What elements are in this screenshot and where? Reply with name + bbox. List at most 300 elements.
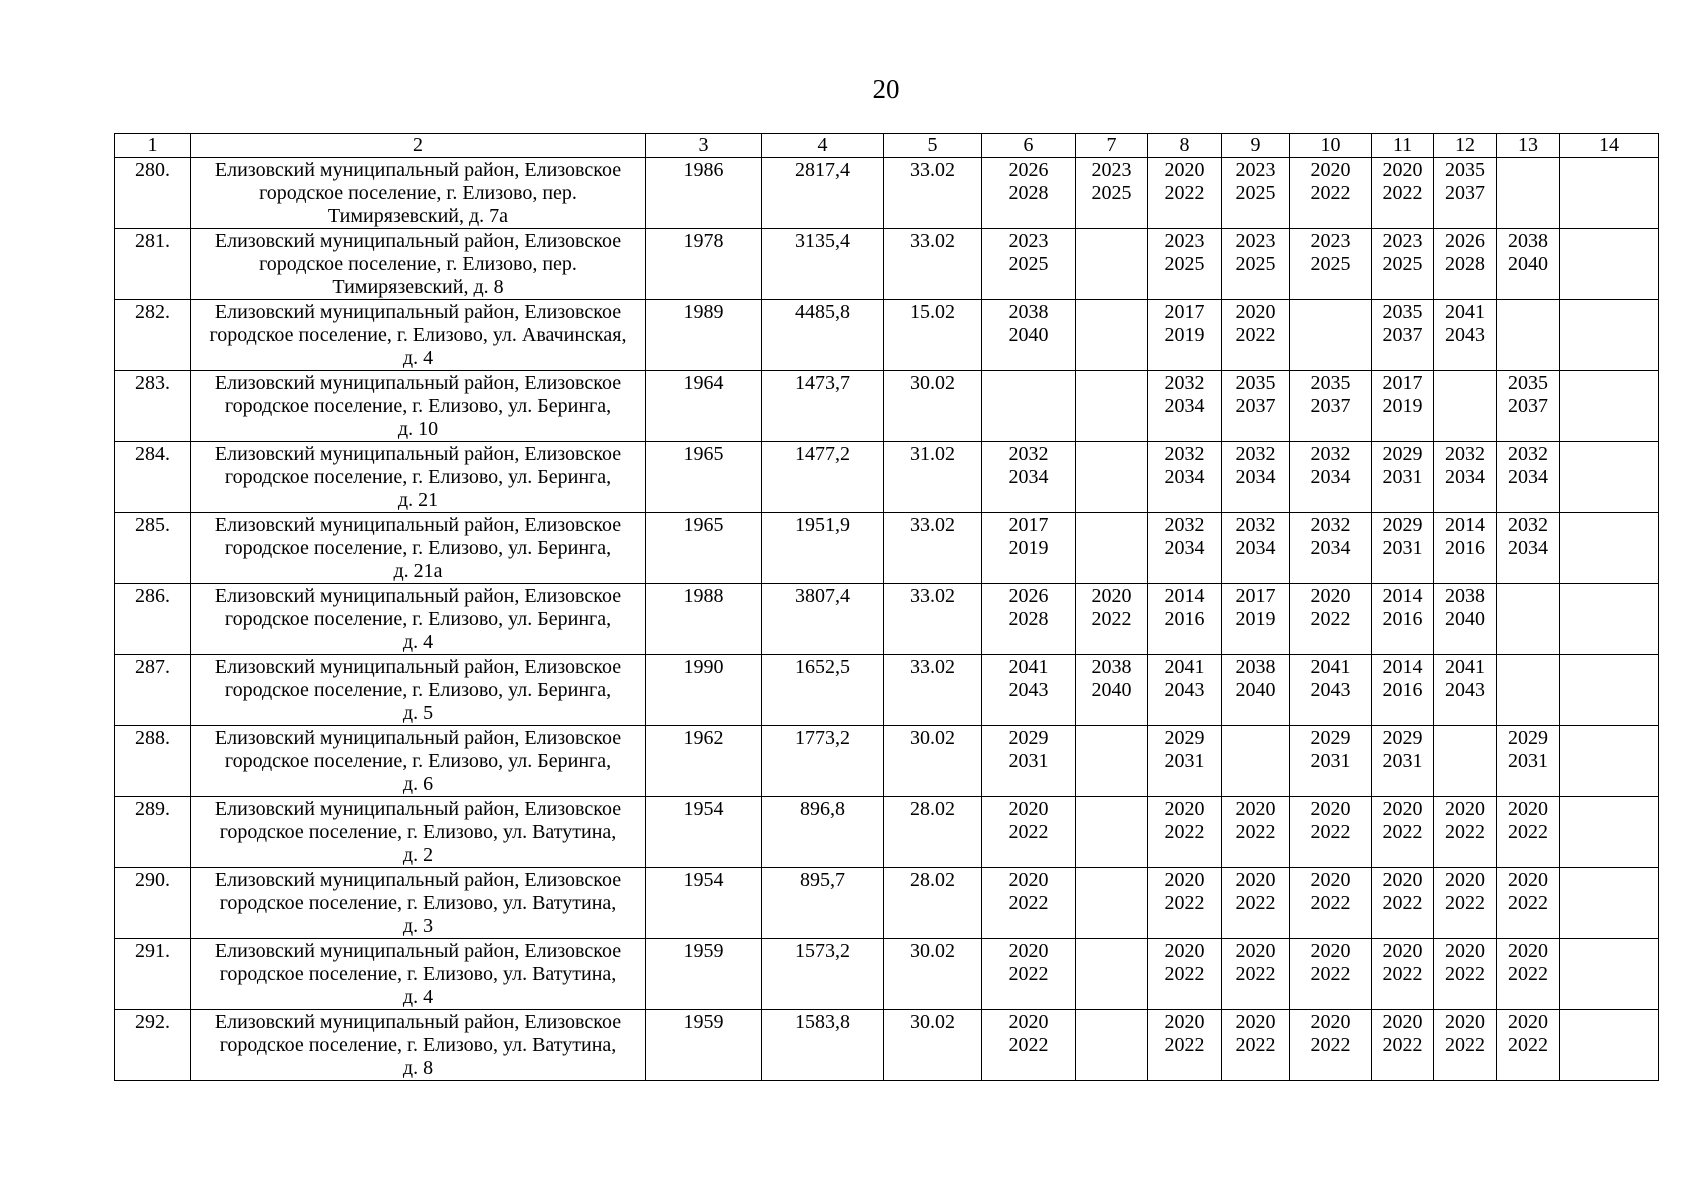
code-cell: 33.02 bbox=[884, 158, 982, 229]
period-cell-col12 bbox=[1434, 868, 1497, 939]
period-end: 2022 bbox=[1164, 963, 1205, 985]
address-cell bbox=[191, 158, 646, 229]
period-end: 2037 bbox=[1445, 182, 1485, 204]
period-cell-col12 bbox=[1434, 513, 1497, 584]
period-end: 2022 bbox=[1310, 608, 1351, 630]
period-end: 2022 bbox=[1382, 821, 1423, 843]
period-cell-col12 bbox=[1434, 939, 1497, 1010]
address-line-1: Елизовский муниципальный район, Елизовское bbox=[214, 656, 622, 678]
period-cell-col11 bbox=[1372, 513, 1434, 584]
period-start: 2020 bbox=[1235, 798, 1276, 820]
address-cell bbox=[191, 655, 646, 726]
row-number: 282. bbox=[115, 300, 191, 371]
address-line-1: Елизовский муниципальный район, Елизовское bbox=[214, 443, 622, 465]
address-cell bbox=[191, 442, 646, 513]
address-line-2: городское поселение, г. Елизово, ул. Беринга, bbox=[224, 679, 612, 701]
address-line-3: д. 4 bbox=[402, 347, 434, 369]
code-cell: 28.02 bbox=[884, 797, 982, 868]
period-end: 2034 bbox=[1008, 466, 1049, 488]
table-row bbox=[115, 584, 1659, 655]
period-cell-col9 bbox=[1222, 158, 1290, 229]
column-header-11: 11 bbox=[1372, 134, 1434, 158]
period-end: 2025 bbox=[1235, 182, 1276, 204]
period-cell-col7 bbox=[1076, 371, 1148, 442]
period-start: 2020 bbox=[1164, 798, 1205, 820]
address-line-3: д. 21 bbox=[397, 489, 439, 511]
column-number-row bbox=[115, 134, 1659, 158]
period-cell-col8 bbox=[1148, 868, 1222, 939]
empty-cell-col14 bbox=[1560, 655, 1659, 726]
period-start: 2035 bbox=[1382, 301, 1423, 323]
address-line-1: Елизовский муниципальный район, Елизовское bbox=[214, 372, 622, 394]
column-header-12: 12 bbox=[1434, 134, 1497, 158]
table-row bbox=[115, 229, 1659, 300]
table-row bbox=[115, 442, 1659, 513]
period-start: 2017 bbox=[1008, 514, 1049, 536]
period-start: 2020 bbox=[1310, 159, 1351, 181]
period-end: 2043 bbox=[1445, 679, 1485, 701]
period-end: 2031 bbox=[1008, 750, 1049, 772]
period-start: 2020 bbox=[1235, 301, 1276, 323]
period-start: 2020 bbox=[1310, 585, 1351, 607]
address-line-3: д. 3 bbox=[402, 915, 434, 937]
period-cell-col7 bbox=[1076, 300, 1148, 371]
address-line-3: д. 2 bbox=[402, 844, 434, 866]
code-cell: 33.02 bbox=[884, 584, 982, 655]
year-cell: 1954 bbox=[646, 868, 762, 939]
period-cell-col13 bbox=[1497, 584, 1560, 655]
column-header-4: 4 bbox=[762, 134, 884, 158]
period-cell-col10 bbox=[1290, 300, 1372, 371]
period-start: 2020 bbox=[1445, 1011, 1485, 1033]
period-end: 2022 bbox=[1164, 892, 1205, 914]
period-cell-col13 bbox=[1497, 158, 1560, 229]
period-end: 2022 bbox=[1310, 821, 1351, 843]
address-line-1: Елизовский муниципальный район, Елизовское bbox=[214, 585, 622, 607]
period-start: 2020 bbox=[1382, 1011, 1423, 1033]
column-header-10: 10 bbox=[1290, 134, 1372, 158]
period-cell-col12 bbox=[1434, 442, 1497, 513]
period-cell-col10 bbox=[1290, 513, 1372, 584]
address-line-3: Тимирязевский, д. 7а bbox=[327, 205, 509, 227]
period-cell-col13 bbox=[1497, 868, 1560, 939]
period-start: 2014 bbox=[1445, 514, 1485, 536]
period-cell-col10 bbox=[1290, 158, 1372, 229]
period-cell-col8 bbox=[1148, 513, 1222, 584]
period-cell-col11 bbox=[1372, 371, 1434, 442]
period-cell-col12 bbox=[1434, 797, 1497, 868]
period-start: 2032 bbox=[1235, 514, 1276, 536]
period-cell-col12 bbox=[1434, 1010, 1497, 1081]
period-start: 2032 bbox=[1008, 443, 1049, 465]
row-number: 285. bbox=[115, 513, 191, 584]
period-end: 2040 bbox=[1508, 253, 1548, 275]
address-line-1: Елизовский муниципальный район, Елизовское bbox=[214, 230, 622, 252]
period-cell-col9 bbox=[1222, 868, 1290, 939]
code-cell: 30.02 bbox=[884, 371, 982, 442]
period-end: 2022 bbox=[1508, 963, 1548, 985]
period-end: 2022 bbox=[1008, 1034, 1049, 1056]
period-start: 2020 bbox=[1310, 1011, 1351, 1033]
period-start: 2041 bbox=[1445, 656, 1485, 678]
period-cell-col12 bbox=[1434, 371, 1497, 442]
period-end: 2022 bbox=[1164, 1034, 1205, 1056]
period-cell-col8 bbox=[1148, 442, 1222, 513]
period-start: 2038 bbox=[1091, 656, 1132, 678]
period-start: 2020 bbox=[1310, 940, 1351, 962]
period-end: 2019 bbox=[1382, 395, 1423, 417]
year-cell: 1959 bbox=[646, 939, 762, 1010]
period-cell-col8 bbox=[1148, 939, 1222, 1010]
period-start: 2014 bbox=[1164, 585, 1205, 607]
empty-cell-col14 bbox=[1560, 158, 1659, 229]
area-cell: 1951,9 bbox=[762, 513, 884, 584]
period-cell-col10 bbox=[1290, 939, 1372, 1010]
period-end: 2040 bbox=[1008, 324, 1049, 346]
period-start: 2038 bbox=[1235, 656, 1276, 678]
period-cell-col9 bbox=[1222, 442, 1290, 513]
year-cell: 1978 bbox=[646, 229, 762, 300]
row-number: 289. bbox=[115, 797, 191, 868]
period-end: 2034 bbox=[1310, 466, 1351, 488]
period-start: 2032 bbox=[1164, 443, 1205, 465]
period-end: 2028 bbox=[1008, 608, 1049, 630]
period-start: 2017 bbox=[1382, 372, 1423, 394]
period-end: 2043 bbox=[1164, 679, 1205, 701]
year-cell: 1959 bbox=[646, 1010, 762, 1081]
period-cell-col10 bbox=[1290, 655, 1372, 726]
period-end: 2022 bbox=[1008, 821, 1049, 843]
area-cell: 2817,4 bbox=[762, 158, 884, 229]
period-cell-col12 bbox=[1434, 584, 1497, 655]
period-end: 2022 bbox=[1310, 963, 1351, 985]
code-cell: 15.02 bbox=[884, 300, 982, 371]
period-cell-col9 bbox=[1222, 229, 1290, 300]
table-row bbox=[115, 1010, 1659, 1081]
period-start: 2026 bbox=[1008, 159, 1049, 181]
year-cell: 1962 bbox=[646, 726, 762, 797]
period-start: 2035 bbox=[1445, 159, 1485, 181]
column-header-14: 14 bbox=[1560, 134, 1659, 158]
period-cell-col10 bbox=[1290, 371, 1372, 442]
period-start: 2038 bbox=[1445, 585, 1485, 607]
column-header-13: 13 bbox=[1497, 134, 1560, 158]
area-cell: 3807,4 bbox=[762, 584, 884, 655]
period-cell-col6 bbox=[982, 371, 1076, 442]
period-cell-col8 bbox=[1148, 726, 1222, 797]
address-line-3: д. 10 bbox=[397, 418, 439, 440]
period-cell-col12 bbox=[1434, 655, 1497, 726]
address-line-1: Елизовский муниципальный район, Елизовское bbox=[214, 869, 622, 891]
period-cell-col7 bbox=[1076, 726, 1148, 797]
period-cell-col8 bbox=[1148, 300, 1222, 371]
period-cell-col6 bbox=[982, 442, 1076, 513]
period-start: 2038 bbox=[1008, 301, 1049, 323]
period-cell-col13 bbox=[1497, 229, 1560, 300]
period-start: 2029 bbox=[1382, 443, 1423, 465]
period-cell-col7 bbox=[1076, 229, 1148, 300]
period-cell-col13 bbox=[1497, 371, 1560, 442]
period-end: 2016 bbox=[1164, 608, 1205, 630]
period-start: 2032 bbox=[1445, 443, 1485, 465]
period-cell-col6 bbox=[982, 513, 1076, 584]
period-start: 2020 bbox=[1008, 1011, 1049, 1033]
address-line-2: городское поселение, г. Елизово, ул. Ватутина, bbox=[219, 821, 617, 843]
period-start: 2026 bbox=[1445, 230, 1485, 252]
period-cell-col10 bbox=[1290, 584, 1372, 655]
period-end: 2043 bbox=[1008, 679, 1049, 701]
period-start: 2020 bbox=[1008, 798, 1049, 820]
period-end: 2022 bbox=[1310, 1034, 1351, 1056]
year-cell: 1965 bbox=[646, 513, 762, 584]
area-cell: 4485,8 bbox=[762, 300, 884, 371]
period-cell-col12 bbox=[1434, 158, 1497, 229]
period-cell-col8 bbox=[1148, 655, 1222, 726]
address-line-2: городское поселение, г. Елизово, ул. Беринга, bbox=[224, 395, 612, 417]
column-header-8: 8 bbox=[1148, 134, 1222, 158]
empty-cell-col14 bbox=[1560, 513, 1659, 584]
period-cell-col8 bbox=[1148, 1010, 1222, 1081]
period-cell-col6 bbox=[982, 158, 1076, 229]
table-row bbox=[115, 371, 1659, 442]
period-cell-col13 bbox=[1497, 726, 1560, 797]
period-cell-col6 bbox=[982, 726, 1076, 797]
period-end: 2022 bbox=[1508, 1034, 1548, 1056]
period-start: 2020 bbox=[1382, 869, 1423, 891]
period-start: 2020 bbox=[1310, 869, 1351, 891]
period-end: 2034 bbox=[1235, 466, 1276, 488]
period-cell-col10 bbox=[1290, 868, 1372, 939]
column-header-1: 1 bbox=[115, 134, 191, 158]
period-start: 2020 bbox=[1382, 159, 1423, 181]
period-end: 2022 bbox=[1235, 963, 1276, 985]
period-end: 2025 bbox=[1235, 253, 1276, 275]
period-cell-col11 bbox=[1372, 158, 1434, 229]
period-start: 2029 bbox=[1164, 727, 1205, 749]
period-cell-col7 bbox=[1076, 442, 1148, 513]
period-end: 2043 bbox=[1445, 324, 1485, 346]
code-cell: 33.02 bbox=[884, 229, 982, 300]
row-number: 286. bbox=[115, 584, 191, 655]
period-start: 2029 bbox=[1008, 727, 1049, 749]
period-cell-col7 bbox=[1076, 655, 1148, 726]
period-cell-col9 bbox=[1222, 513, 1290, 584]
period-end: 2034 bbox=[1508, 466, 1548, 488]
address-cell bbox=[191, 868, 646, 939]
period-start: 2020 bbox=[1310, 798, 1351, 820]
period-cell-col9 bbox=[1222, 1010, 1290, 1081]
period-cell-col11 bbox=[1372, 655, 1434, 726]
period-start: 2029 bbox=[1310, 727, 1351, 749]
period-start: 2023 bbox=[1091, 159, 1132, 181]
empty-cell-col14 bbox=[1560, 371, 1659, 442]
period-end: 2040 bbox=[1235, 679, 1276, 701]
period-cell-col10 bbox=[1290, 1010, 1372, 1081]
period-cell-col9 bbox=[1222, 797, 1290, 868]
period-start: 2020 bbox=[1508, 869, 1548, 891]
period-start: 2017 bbox=[1235, 585, 1276, 607]
address-cell bbox=[191, 300, 646, 371]
period-end: 2022 bbox=[1382, 892, 1423, 914]
period-cell-col7 bbox=[1076, 797, 1148, 868]
period-end: 2028 bbox=[1445, 253, 1485, 275]
period-end: 2025 bbox=[1091, 182, 1132, 204]
address-line-2: городское поселение, г. Елизово, ул. Авачинская, bbox=[209, 324, 627, 346]
column-header-7: 7 bbox=[1076, 134, 1148, 158]
address-line-3: д. 6 bbox=[402, 773, 434, 795]
period-cell-col12 bbox=[1434, 229, 1497, 300]
row-number: 281. bbox=[115, 229, 191, 300]
period-cell-col12 bbox=[1434, 726, 1497, 797]
period-end: 2031 bbox=[1310, 750, 1351, 772]
data-table bbox=[114, 133, 1659, 1081]
period-start: 2032 bbox=[1310, 514, 1351, 536]
period-end: 2022 bbox=[1445, 963, 1485, 985]
period-start: 2020 bbox=[1164, 869, 1205, 891]
address-line-2: городское поселение, г. Елизово, ул. Беринга, bbox=[224, 537, 612, 559]
period-cell-col6 bbox=[982, 655, 1076, 726]
period-start: 2020 bbox=[1445, 869, 1485, 891]
period-start: 2032 bbox=[1508, 443, 1548, 465]
code-cell: 30.02 bbox=[884, 939, 982, 1010]
table-body bbox=[115, 158, 1659, 1081]
address-line-2: городское поселение, г. Елизово, ул. Беринга, bbox=[224, 750, 612, 772]
period-end: 2025 bbox=[1008, 253, 1049, 275]
period-cell-col13 bbox=[1497, 1010, 1560, 1081]
address-cell bbox=[191, 797, 646, 868]
period-start: 2020 bbox=[1445, 798, 1485, 820]
period-cell-col8 bbox=[1148, 371, 1222, 442]
row-number: 280. bbox=[115, 158, 191, 229]
period-cell-col10 bbox=[1290, 726, 1372, 797]
period-start: 2032 bbox=[1310, 443, 1351, 465]
period-end: 2022 bbox=[1235, 324, 1276, 346]
period-start: 2029 bbox=[1508, 727, 1548, 749]
period-start: 2023 bbox=[1235, 230, 1276, 252]
area-cell: 1573,2 bbox=[762, 939, 884, 1010]
area-cell: 896,8 bbox=[762, 797, 884, 868]
area-cell: 3135,4 bbox=[762, 229, 884, 300]
period-start: 2020 bbox=[1164, 940, 1205, 962]
address-cell bbox=[191, 939, 646, 1010]
column-header-6: 6 bbox=[982, 134, 1076, 158]
empty-cell-col14 bbox=[1560, 1010, 1659, 1081]
period-cell-col13 bbox=[1497, 300, 1560, 371]
period-start: 2029 bbox=[1382, 727, 1423, 749]
empty-cell-col14 bbox=[1560, 229, 1659, 300]
period-end: 2025 bbox=[1382, 253, 1423, 275]
column-header-2: 2 bbox=[191, 134, 646, 158]
period-start: 2032 bbox=[1508, 514, 1548, 536]
address-cell bbox=[191, 229, 646, 300]
period-end: 2022 bbox=[1445, 892, 1485, 914]
period-cell-col11 bbox=[1372, 300, 1434, 371]
area-cell: 1473,7 bbox=[762, 371, 884, 442]
period-start: 2020 bbox=[1508, 1011, 1548, 1033]
empty-cell-col14 bbox=[1560, 868, 1659, 939]
address-line-2: городское поселение, г. Елизово, ул. Ватутина, bbox=[219, 963, 617, 985]
period-end: 2043 bbox=[1310, 679, 1351, 701]
table-row bbox=[115, 868, 1659, 939]
period-end: 2034 bbox=[1164, 395, 1205, 417]
address-line-2: городское поселение, г. Елизово, пер. bbox=[259, 182, 577, 204]
area-cell: 1652,5 bbox=[762, 655, 884, 726]
period-start: 2026 bbox=[1008, 585, 1049, 607]
period-end: 2022 bbox=[1508, 892, 1548, 914]
period-start: 2020 bbox=[1382, 798, 1423, 820]
address-line-1: Елизовский муниципальный район, Елизовское bbox=[214, 1011, 622, 1033]
period-start: 2020 bbox=[1235, 869, 1276, 891]
period-start: 2041 bbox=[1164, 656, 1205, 678]
period-end: 2019 bbox=[1164, 324, 1205, 346]
period-start: 2032 bbox=[1164, 514, 1205, 536]
area-cell: 1583,8 bbox=[762, 1010, 884, 1081]
address-line-1: Елизовский муниципальный район, Елизовское bbox=[214, 514, 622, 536]
period-start: 2023 bbox=[1310, 230, 1351, 252]
empty-cell-col14 bbox=[1560, 300, 1659, 371]
period-start: 2035 bbox=[1508, 372, 1548, 394]
table-row bbox=[115, 513, 1659, 584]
period-start: 2023 bbox=[1164, 230, 1205, 252]
period-start: 2023 bbox=[1008, 230, 1049, 252]
period-end: 2034 bbox=[1164, 537, 1205, 559]
period-end: 2037 bbox=[1382, 324, 1423, 346]
area-cell: 1477,2 bbox=[762, 442, 884, 513]
period-cell-col6 bbox=[982, 868, 1076, 939]
address-line-2: городское поселение, г. Елизово, пер. bbox=[259, 253, 577, 275]
period-cell-col10 bbox=[1290, 442, 1372, 513]
address-line-3: д. 21а bbox=[393, 560, 443, 582]
period-end: 2022 bbox=[1235, 821, 1276, 843]
period-end: 2034 bbox=[1310, 537, 1351, 559]
period-start: 2041 bbox=[1310, 656, 1351, 678]
address-line-2: городское поселение, г. Елизово, ул. Беринга, bbox=[224, 608, 612, 630]
period-end: 2025 bbox=[1164, 253, 1205, 275]
period-end: 2019 bbox=[1235, 608, 1276, 630]
period-end: 2019 bbox=[1008, 537, 1049, 559]
row-number: 288. bbox=[115, 726, 191, 797]
period-cell-col6 bbox=[982, 797, 1076, 868]
period-end: 2040 bbox=[1445, 608, 1485, 630]
period-end: 2016 bbox=[1382, 608, 1423, 630]
period-cell-col12 bbox=[1434, 300, 1497, 371]
code-cell: 30.02 bbox=[884, 1010, 982, 1081]
period-cell-col11 bbox=[1372, 939, 1434, 1010]
period-end: 2022 bbox=[1508, 821, 1548, 843]
period-start: 2017 bbox=[1164, 301, 1205, 323]
period-cell-col11 bbox=[1372, 726, 1434, 797]
period-cell-col7 bbox=[1076, 158, 1148, 229]
year-cell: 1990 bbox=[646, 655, 762, 726]
period-start: 2035 bbox=[1310, 372, 1351, 394]
period-start: 2023 bbox=[1382, 230, 1423, 252]
row-number: 292. bbox=[115, 1010, 191, 1081]
period-cell-col8 bbox=[1148, 797, 1222, 868]
period-end: 2022 bbox=[1310, 892, 1351, 914]
empty-cell-col14 bbox=[1560, 939, 1659, 1010]
address-line-1: Елизовский муниципальный район, Елизовское bbox=[214, 159, 622, 181]
period-end: 2022 bbox=[1235, 892, 1276, 914]
address-cell bbox=[191, 1010, 646, 1081]
address-line-1: Елизовский муниципальный район, Елизовское bbox=[214, 940, 622, 962]
address-cell bbox=[191, 513, 646, 584]
column-header-9: 9 bbox=[1222, 134, 1290, 158]
empty-cell-col14 bbox=[1560, 442, 1659, 513]
table-row bbox=[115, 797, 1659, 868]
address-line-3: Тимирязевский, д. 8 bbox=[332, 276, 504, 298]
table-row bbox=[115, 726, 1659, 797]
year-cell: 1964 bbox=[646, 371, 762, 442]
